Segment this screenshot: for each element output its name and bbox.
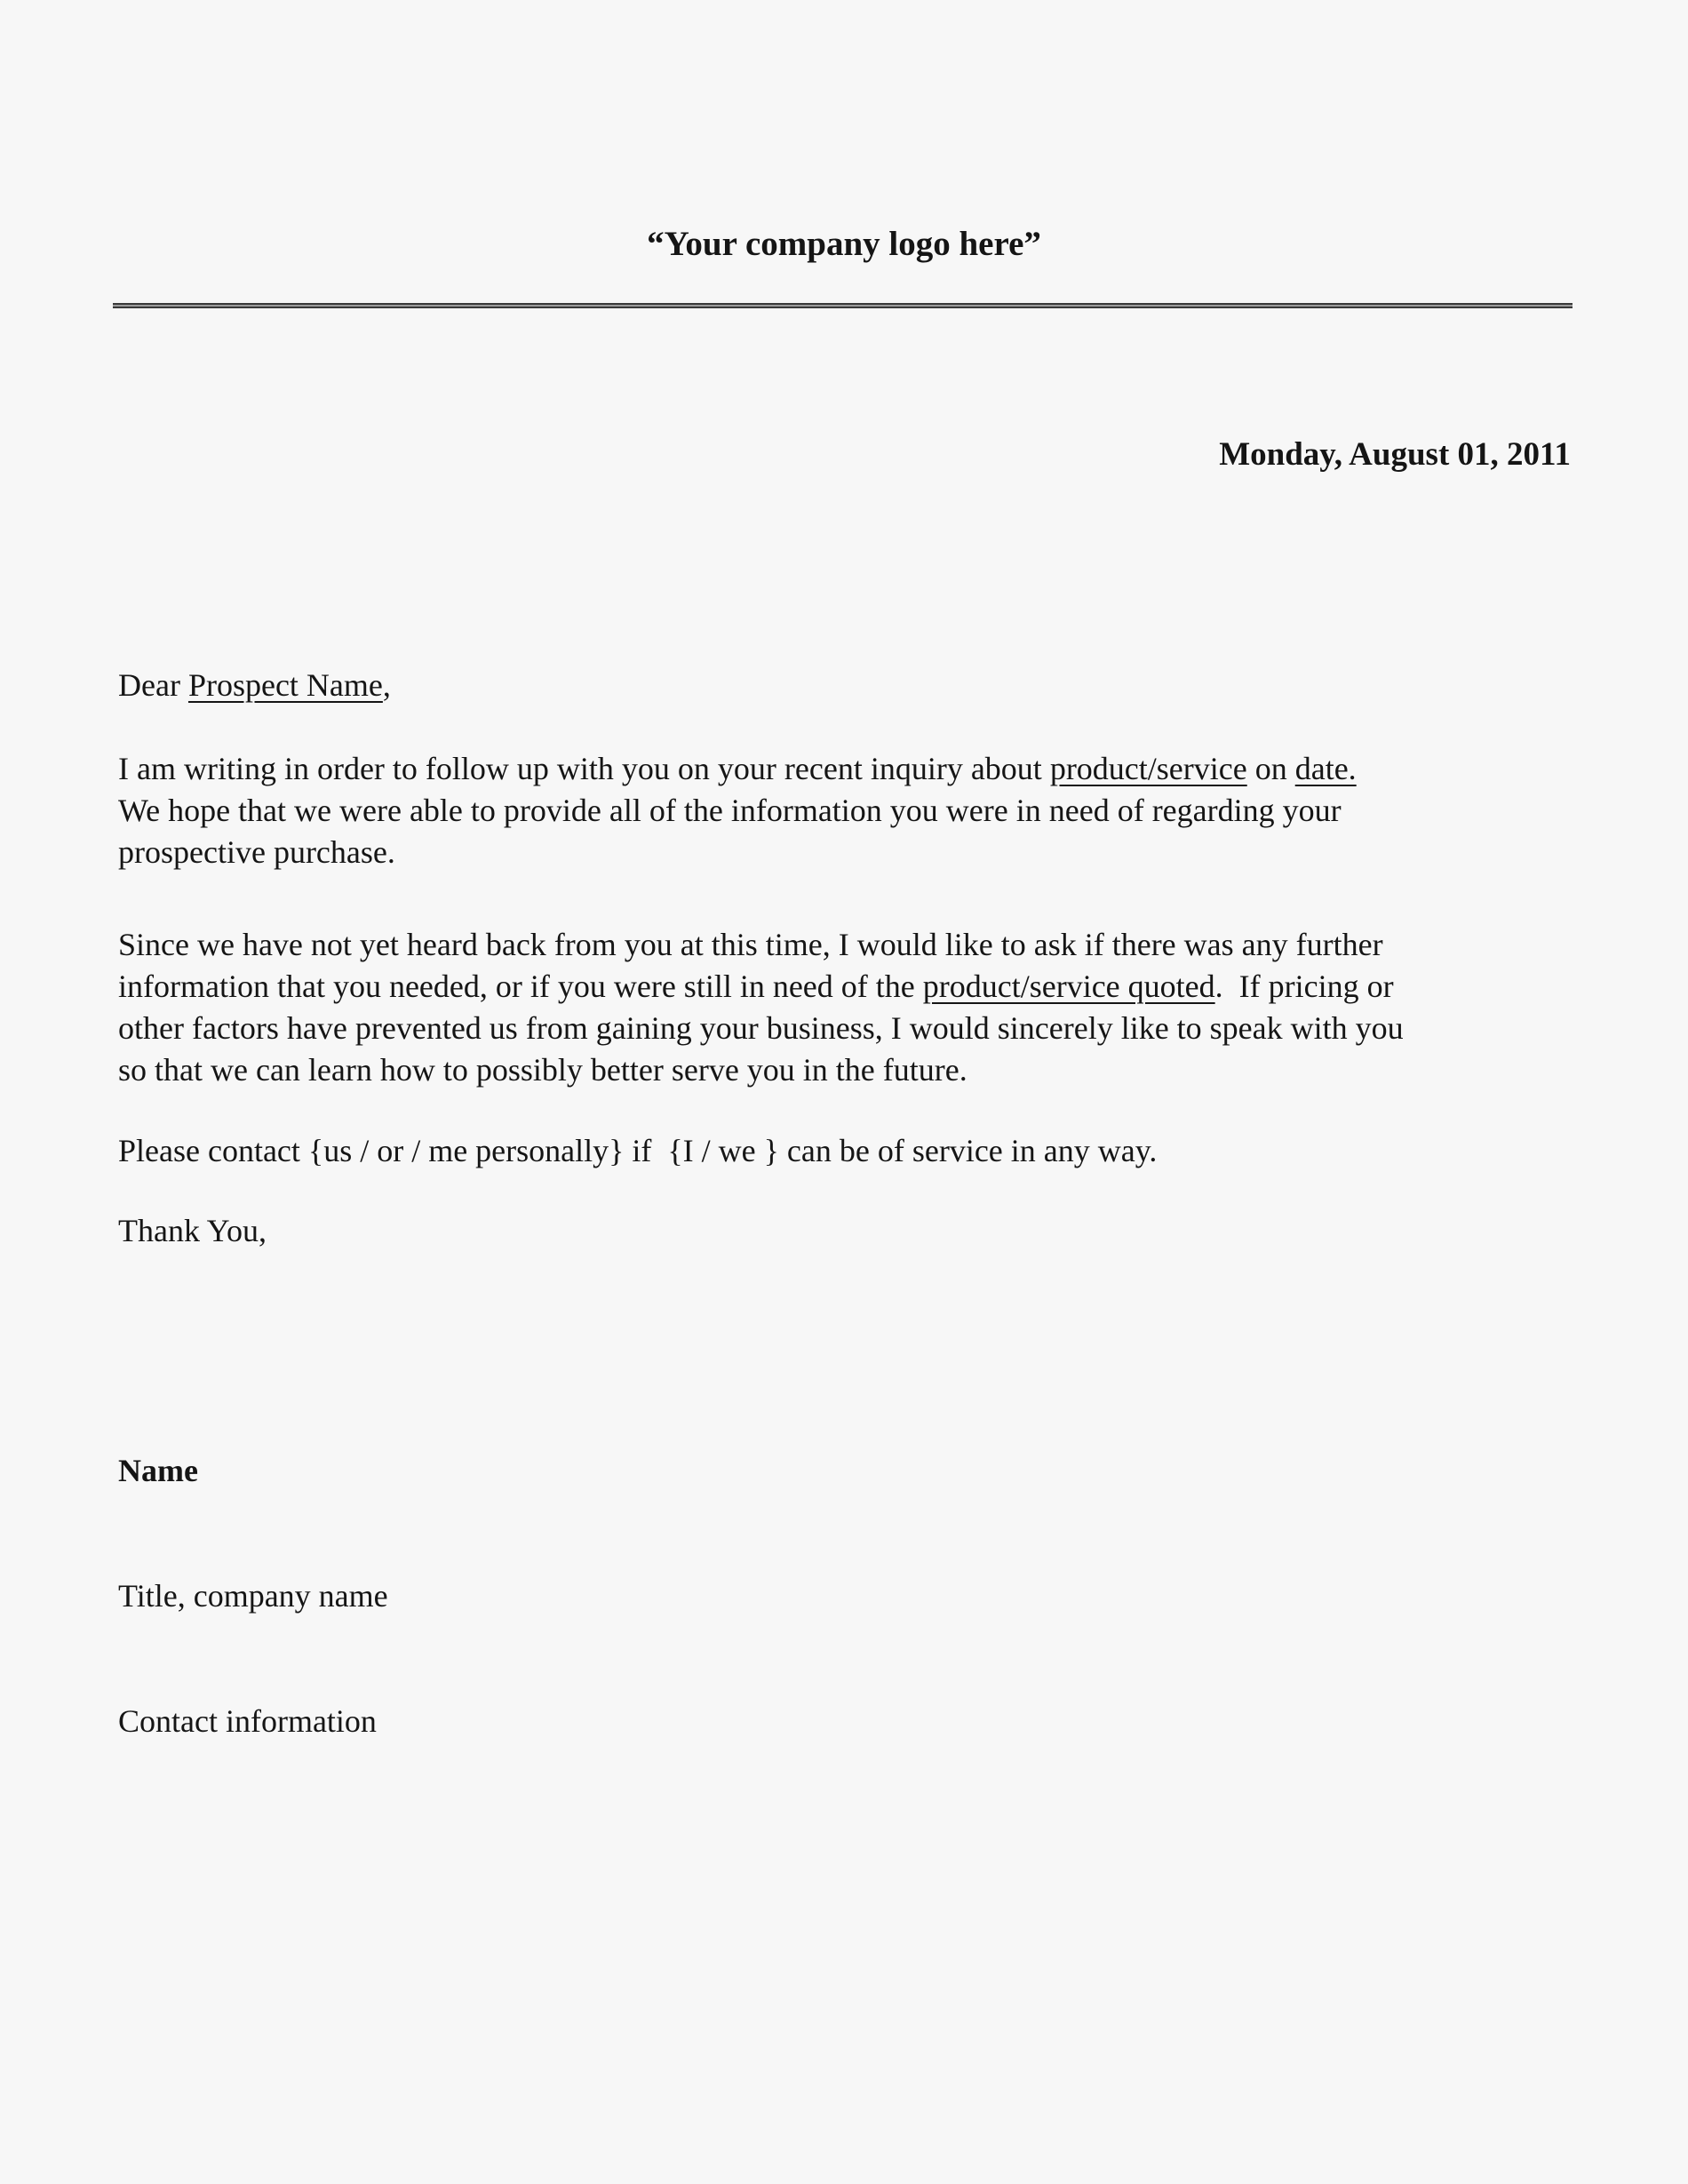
closing-line: Thank You, <box>118 1213 267 1248</box>
signature-title: Title, company name <box>118 1578 388 1614</box>
paragraph-followup-inquiry: I am writing in order to follow up with you on your recent inquiry about product/service on date. We hope that we were able to provide all of the information you were in need of regarding your prospective purchase. <box>118 751 1357 870</box>
signature-block <box>118 1367 388 1826</box>
signature-name: Name <box>118 1453 198 1488</box>
paragraph-please-contact: Please contact {us / or / me personally} if {I / we } can be of service in any way. <box>118 1133 1158 1168</box>
paragraph-no-response: Since we have not yet heard back from you at this time, I would like to ask if there was any further information that you needed, or if you were still in need of the product/service quoted. If pricing or other factors have prevented us from gaining your business, I would sincerely like to speak with you so that we can learn how to possibly better serve you in the future. <box>118 927 1404 1088</box>
header-divider-bottom-line <box>113 307 1573 308</box>
date-line: Monday, August 01, 2011 <box>1219 436 1571 473</box>
salutation: Dear Prospect Name, <box>118 667 391 703</box>
company-logo-placeholder: “Your company logo here” <box>647 225 1041 263</box>
signature-contact: Contact information <box>118 1703 377 1739</box>
header-divider <box>113 303 1573 308</box>
